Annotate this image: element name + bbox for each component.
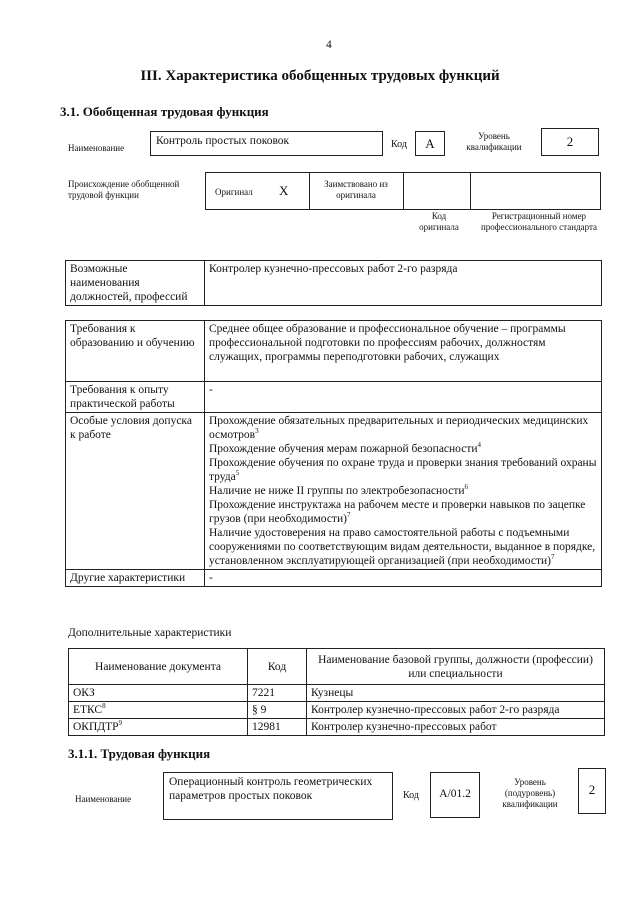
page-number: 4 [326, 39, 332, 51]
table-cell-code: 7221 [248, 685, 307, 702]
condition-item: Наличие не ниже II группы по электробезопасности$^6$ [209, 483, 469, 497]
education-value: Среднее общее образование и профессиональное обучение – программы профессиональной подготовки по профессиям рабочих, должностям служащих, программы переподготовки рабочих, служащих [205, 321, 602, 382]
col-group-header: Наименование базовой группы, должности (профессии) или специальности [307, 649, 605, 685]
condition-item: Прохождение обучения мерам пожарной безопасности$^4$ [209, 441, 482, 455]
gtf-name-value: Контроль простых поковок [150, 131, 383, 156]
condition-item: Прохождение обучения по охране труда и проверки знания требований охраны труда$^5$ [209, 457, 597, 483]
gtf-code-original-label: Код оригинала [419, 211, 459, 232]
tf-level-value: 2 [578, 768, 606, 814]
table-row: ОКПДТР$^9$ [69, 719, 248, 736]
requirements-table [65, 320, 602, 587]
conditions-label: Особые условия допуска к работе [66, 413, 205, 570]
tf-level-label: Уровень (подуровень) квалификации [502, 777, 558, 809]
table-row: ОКЗ [69, 685, 248, 702]
additional-table [68, 648, 605, 736]
gtf-origin-divider-1 [309, 172, 310, 210]
table-cell-name: Контролер кузнечно-прессовых работ [307, 719, 605, 736]
other-value: - [205, 570, 602, 587]
gtf-heading: 3.1. Обобщенная трудовая функция [60, 104, 269, 119]
tf-name-value: Операционный контроль геометрических параметров простых поковок [163, 772, 393, 820]
tf-code-label: Код [403, 790, 419, 801]
table-cell-code: § 9 [248, 702, 307, 719]
table-cell-name: Контролер кузнечно-прессовых работ 2-го разряда [307, 702, 605, 719]
positions-label: Возможные наименования должностей, профессий [66, 261, 205, 306]
tf-heading: 3.1.1. Трудовая функция [68, 746, 211, 761]
gtf-origin-divider-2 [403, 172, 404, 210]
gtf-origin-label: Происхождение обобщенной трудовой функции [68, 179, 180, 200]
gtf-code-value: A [415, 131, 445, 156]
condition-item: Прохождение обязательных предварительных и периодических медицинских осмотров$^3$ [209, 415, 589, 441]
experience-label: Требования к опыту практической работы [66, 382, 205, 413]
education-label: Требования к образованию и обучению [66, 321, 205, 382]
table-cell-code: 12981 [248, 719, 307, 736]
condition-item: Прохождение инструктажа на рабочем месте и проверки навыков по зацепке грузов (при необходимости)$^7$ [209, 499, 586, 525]
col-doc-header: Наименование документа [69, 649, 248, 685]
tf-code-value: A/01.2 [430, 772, 480, 818]
gtf-level-label: Уровень квалификации [466, 131, 522, 152]
table-cell-name: Кузнецы [307, 685, 605, 702]
gtf-level-value: 2 [541, 128, 599, 156]
table-row: ЕТКС$^8$ [69, 702, 248, 719]
other-label: Другие характеристики [66, 570, 205, 587]
positions-table [65, 260, 602, 306]
tf-name-label: Наименование [75, 794, 132, 804]
condition-item: Наличие удостоверения на право самостоятельной работы с подъемными сооружениями по соответствующим видам деятельности, выданное в порядке, установленном эксплуатирующей организацией (при необходимости)$^7$ [209, 527, 596, 567]
gtf-original-mark: X [279, 183, 289, 198]
gtf-reg-number-label: Регистрационный номер профессионального стандарта [480, 211, 598, 232]
positions-value: Контролер кузнечно-прессовых работ 2-го разряда [205, 261, 602, 306]
gtf-borrowed-label: Заимствовано из оригинала [324, 179, 388, 200]
gtf-original-label: Оригинал [215, 187, 253, 197]
gtf-name-label: Наименование [68, 143, 125, 153]
col-code-header: Код [248, 649, 307, 685]
additional-heading: Дополнительные характеристики [68, 627, 232, 639]
gtf-origin-divider-3 [470, 172, 471, 210]
experience-value: - [205, 382, 602, 413]
section-title: III. Характеристика обобщенных трудовых функций [140, 68, 500, 84]
conditions-list [205, 413, 602, 570]
gtf-code-label: Код [391, 139, 407, 150]
